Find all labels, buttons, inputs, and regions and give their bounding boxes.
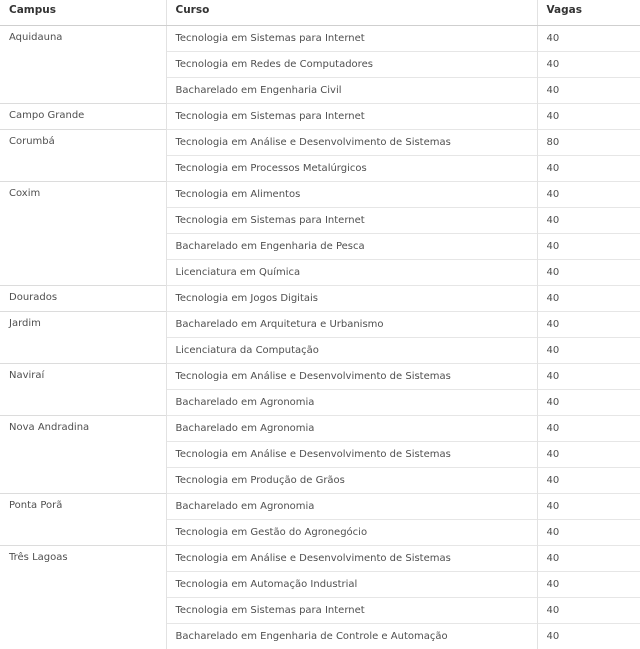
course-cell: Bacharelado em Agronomia — [166, 415, 537, 441]
campus-cell: Três Lagoas — [0, 545, 166, 649]
course-cell: Tecnologia em Análise e Desenvolvimento de Sistemas — [166, 129, 537, 155]
course-cell: Tecnologia em Sistemas para Internet — [166, 207, 537, 233]
course-cell: Bacharelado em Agronomia — [166, 389, 537, 415]
campus-cell: Ponta Porã — [0, 493, 166, 545]
vagas-cell: 40 — [537, 207, 640, 233]
vagas-cell: 40 — [537, 597, 640, 623]
table-row — [0, 363, 640, 389]
campus-cell: Coxim — [0, 181, 166, 285]
table-row — [0, 25, 640, 51]
course-cell: Tecnologia em Alimentos — [166, 181, 537, 207]
course-cell: Tecnologia em Análise e Desenvolvimento de Sistemas — [166, 441, 537, 467]
course-cell: Bacharelado em Engenharia Civil — [166, 77, 537, 103]
table-row — [0, 181, 640, 207]
vagas-cell: 40 — [537, 25, 640, 51]
table-row — [0, 493, 640, 519]
course-cell: Tecnologia em Sistemas para Internet — [166, 597, 537, 623]
vagas-cell: 40 — [537, 311, 640, 337]
campus-cell: Naviraí — [0, 363, 166, 415]
course-cell: Tecnologia em Jogos Digitais — [166, 285, 537, 311]
header-row — [0, 0, 640, 25]
campus-cell: Aquidauna — [0, 25, 166, 103]
course-cell: Tecnologia em Produção de Grãos — [166, 467, 537, 493]
vagas-cell: 40 — [537, 415, 640, 441]
vagas-cell: 40 — [537, 337, 640, 363]
course-cell: Bacharelado em Engenharia de Controle e Automação — [166, 623, 537, 649]
table-row — [0, 545, 640, 571]
course-cell: Tecnologia em Gestão do Agronegócio — [166, 519, 537, 545]
header-curso: Curso — [166, 0, 537, 25]
vagas-cell: 40 — [537, 467, 640, 493]
vagas-cell: 40 — [537, 389, 640, 415]
vagas-cell: 40 — [537, 77, 640, 103]
course-cell: Tecnologia em Processos Metalúrgicos — [166, 155, 537, 181]
course-cell: Tecnologia em Automação Industrial — [166, 571, 537, 597]
campus-cell: Campo Grande — [0, 103, 166, 129]
vagas-cell: 40 — [537, 571, 640, 597]
vagas-cell: 40 — [537, 493, 640, 519]
vagas-cell: 40 — [537, 181, 640, 207]
course-cell: Bacharelado em Engenharia de Pesca — [166, 233, 537, 259]
campus-cell: Nova Andradina — [0, 415, 166, 493]
course-cell: Bacharelado em Arquitetura e Urbanismo — [166, 311, 537, 337]
vagas-cell: 40 — [537, 623, 640, 649]
course-cell: Tecnologia em Sistemas para Internet — [166, 103, 537, 129]
table-row — [0, 311, 640, 337]
table-row — [0, 285, 640, 311]
course-cell: Tecnologia em Análise e Desenvolvimento de Sistemas — [166, 545, 537, 571]
vagas-cell: 40 — [537, 519, 640, 545]
vagas-cell: 40 — [537, 233, 640, 259]
vagas-cell: 80 — [537, 129, 640, 155]
header-campus: Campus — [0, 0, 166, 25]
campus-cell: Dourados — [0, 285, 166, 311]
course-cell: Tecnologia em Análise e Desenvolvimento de Sistemas — [166, 363, 537, 389]
course-cell: Bacharelado em Agronomia — [166, 493, 537, 519]
vagas-cell: 40 — [537, 259, 640, 285]
campus-cell: Jardim — [0, 311, 166, 363]
vagas-cell: 40 — [537, 285, 640, 311]
table-row — [0, 415, 640, 441]
vagas-cell: 40 — [537, 363, 640, 389]
table-row — [0, 103, 640, 129]
campus-cell: Corumbá — [0, 129, 166, 181]
vagas-cell: 40 — [537, 545, 640, 571]
vagas-cell: 40 — [537, 103, 640, 129]
course-cell: Tecnologia em Redes de Computadores — [166, 51, 537, 77]
vagas-cell: 40 — [537, 155, 640, 181]
course-cell: Licenciatura da Computação — [166, 337, 537, 363]
course-cell: Licenciatura em Química — [166, 259, 537, 285]
course-cell: Tecnologia em Sistemas para Internet — [166, 25, 537, 51]
vagas-cell: 40 — [537, 51, 640, 77]
header-vagas: Vagas — [537, 0, 640, 25]
table-header — [0, 0, 640, 25]
vagas-cell: 40 — [537, 441, 640, 467]
table-row — [0, 129, 640, 155]
table-body — [0, 25, 640, 649]
